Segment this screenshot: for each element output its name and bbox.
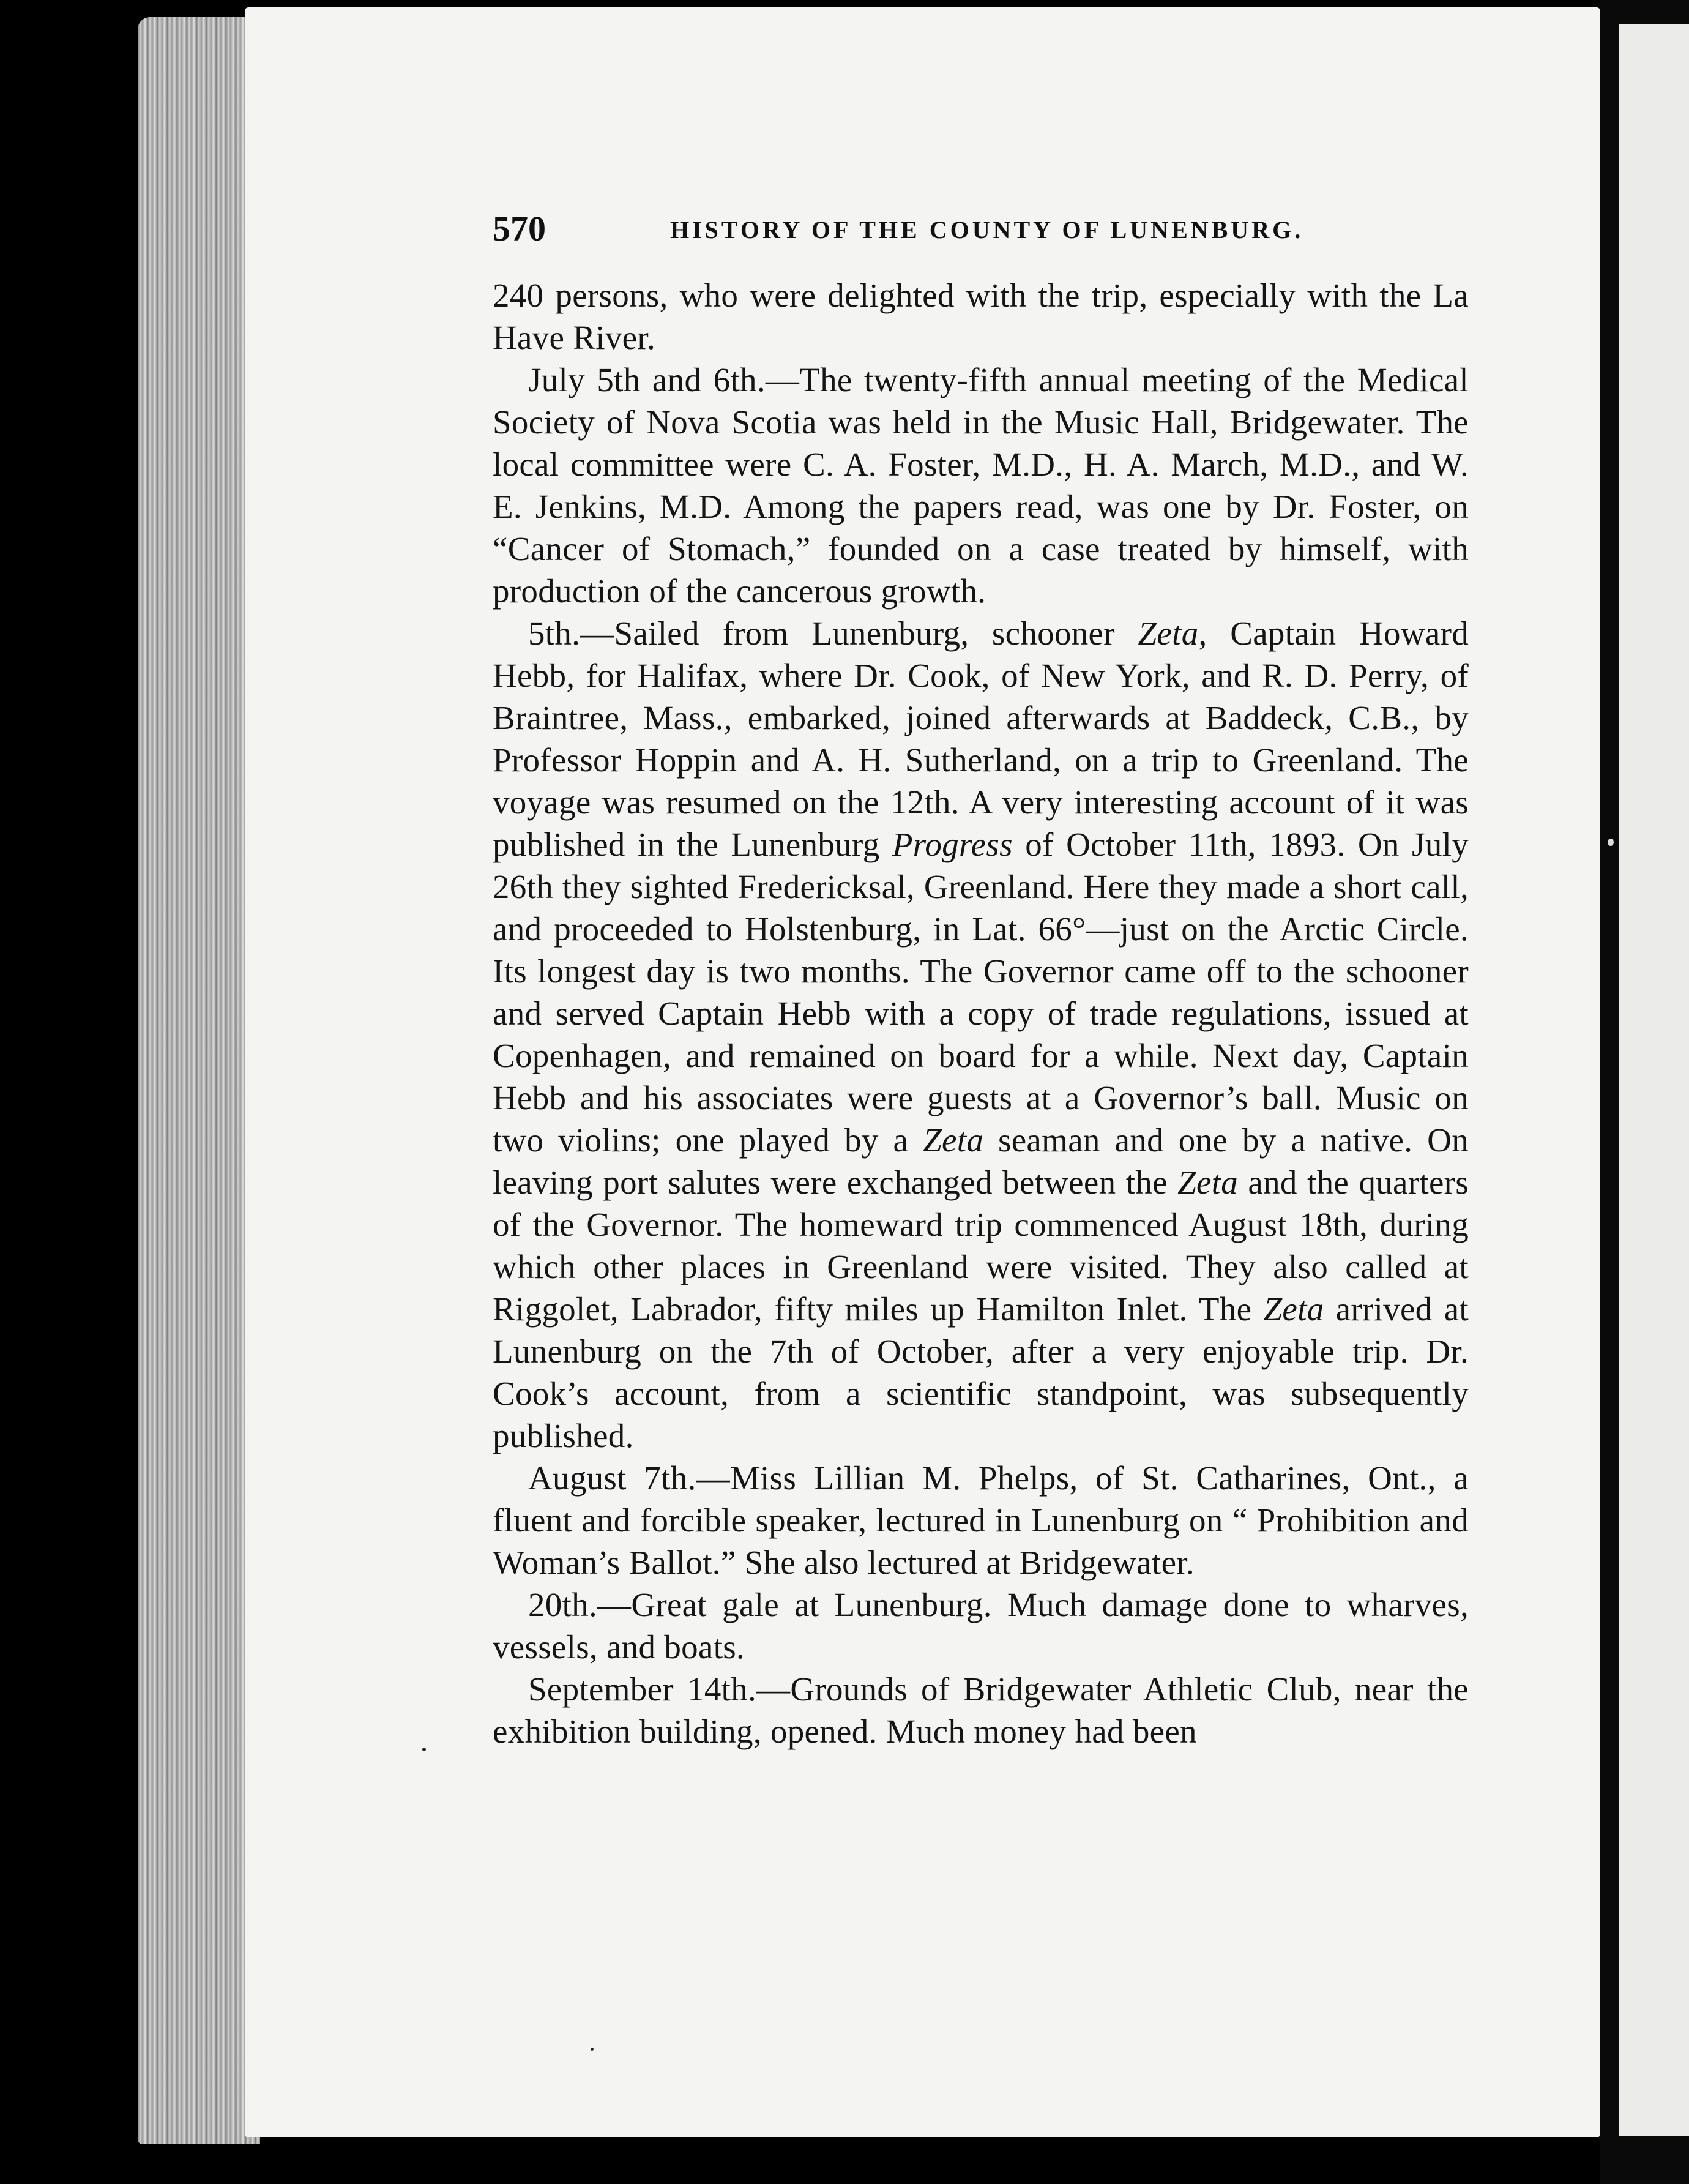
text-run: seaman and one by a native. On leaving port salutes were exchanged between the (493, 1121, 1469, 1201)
scan-speck (591, 2048, 594, 2051)
text-run: 20th.—Great gale at Lunenburg. Much damage done to wharves, vessels, and boats. (493, 1586, 1469, 1666)
body-text (493, 274, 1469, 1752)
running-head (493, 208, 1469, 257)
italic-text: Zeta (1263, 1290, 1324, 1328)
text-run: , Captain Howard Hebb, for Halifax, where Dr. Cook, of New York, and R. D. Perry, of Braintree, Mass., embarked, joined afterwards at Baddeck, C.B., by Professor Hoppin and A. H. Sutherland, on a trip to Greenland. The voyage was resumed on the 12th. A very interesting account of it was published in the Lunenburg (493, 615, 1469, 863)
text-run: arrived at Lunenburg on the 7th of October, after a very enjoyable trip. Dr. Cook’s account, from a scientific standpoint, was subsequently published. (493, 1290, 1469, 1454)
running-title: HISTORY OF THE COUNTY OF LUNENBURG. (670, 216, 1304, 244)
text-run: August 7th.—Miss Lillian M. Phelps, of St. Catharines, Ont., a fluent and forcible speaker, lectured in Lunenburg on “ Prohibition and Woman’s Ballot.” She also lectured at Bridgewater. (493, 1459, 1469, 1581)
scan-speck (422, 1748, 426, 1751)
paragraph (493, 359, 1469, 612)
text-run: 240 persons, who were delighted with the trip, especially with the La Have River. (493, 277, 1469, 356)
paragraph (493, 612, 1469, 1457)
book-page-edges (138, 17, 260, 2144)
paragraph (493, 1584, 1469, 1668)
text-run: and the quarters of the Governor. The homeward trip commenced August 18th, during which other places in Greenland were visited. They also called at Riggolet, Labrador, fifty miles up Hamilton Inlet. The (493, 1164, 1469, 1328)
text-run: 5th.—Sailed from Lunenburg, schooner (528, 615, 1138, 652)
paragraph (493, 274, 1469, 359)
paragraph (493, 1668, 1469, 1752)
italic-text: Progress (892, 826, 1013, 863)
paragraph (493, 1457, 1469, 1584)
scan-speck (1608, 839, 1614, 846)
text-run: July 5th and 6th.—The twenty-fifth annual meeting of the Medical Society of Nova Scotia was held in the Music Hall, Bridgewater. The local committee were C. A. Foster, M.D., H. A. March, M.D., and W. E. Jenkins, M.D. Among the papers read, was one by Dr. Foster, on “Cancer of Stomach,” founded on a case treated by himself, with production of the cancerous growth. (493, 361, 1469, 610)
page-number: 570 (493, 209, 546, 249)
italic-text: Zeta (923, 1121, 984, 1159)
text-run: of October 11th, 1893. On July 26th they sighted Fredericksal, Greenland. Here they made a short call, and proceeded to Holstenburg, in Lat. 66°—just on the Arctic Circle. Its longest day is two months. The Governor came off to the schooner and served Captain Hebb with a copy of trade regulations, issued at Copenhagen, and remained on board for a while. Next day, Captain Hebb and his associates were guests at a Governor’s ball. Music on two violins; one played by a (493, 826, 1469, 1159)
text-run: September 14th.—Grounds of Bridgewater Athletic Club, near the exhibition building, opened. Much money had been (493, 1670, 1469, 1750)
facing-page-edge (1619, 24, 1689, 2136)
italic-text: Zeta (1177, 1164, 1239, 1201)
italic-text: Zeta (1138, 615, 1199, 652)
